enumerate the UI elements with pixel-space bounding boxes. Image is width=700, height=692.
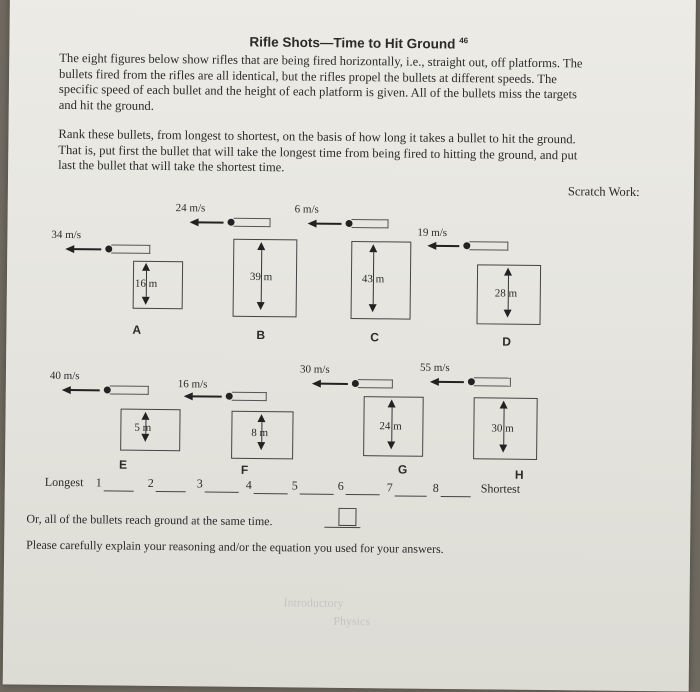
figure-letter: F <box>240 462 249 477</box>
velocity-arrow-shaft <box>192 395 222 397</box>
velocity-arrow-shaft <box>438 381 464 383</box>
instructions-paragraph <box>58 127 658 180</box>
rank-slot-3[interactable] <box>205 490 239 492</box>
velocity-arrow-shaft <box>198 221 224 223</box>
rank-slot-1[interactable] <box>104 489 134 491</box>
platform <box>111 244 150 253</box>
rank-number: 4 <box>245 477 252 492</box>
rank-number: 7 <box>386 480 393 495</box>
figure-letter: H <box>514 467 524 482</box>
height-arrow-up-icon <box>257 414 265 422</box>
speed-label: 40 m/s <box>49 369 80 383</box>
intro-line: The eight figures below show rifles that are being fired horizontally, i.e., straight out, off platforms. The <box>59 50 583 71</box>
height-label: 30 m <box>491 422 514 435</box>
height-arrow-up-icon <box>257 242 265 250</box>
figure-letter: B <box>256 328 266 343</box>
rank-slot-5[interactable] <box>300 492 334 494</box>
instructions-line: Rank these bullets, from longest to shortest, on the basis of how long it takes a bullet to hit the ground. <box>58 126 576 147</box>
velocity-arrow-shaft <box>320 383 348 385</box>
explain-prompt: Please carefully explain your reasoning and/or the equation you used for your answers. <box>26 537 444 556</box>
intro-line: specific speed of each bullet and the height of each platform is given. All of the bullets miss the targets <box>58 81 578 102</box>
instructions-line: last the bullet that will take the shortest time. <box>58 157 285 175</box>
figure-letter: A <box>132 322 142 337</box>
height-arrow-up-icon <box>388 399 396 407</box>
platform <box>358 379 393 388</box>
same-time-statement: Or, all of the bullets reach ground at the same time. <box>26 511 273 529</box>
intro-line: bullets fired from the rifles are all identical, but the rifles propel the bullets at different speeds. The <box>59 66 558 86</box>
rank-number: 1 <box>95 475 102 490</box>
rank-number: 2 <box>147 475 154 490</box>
speed-label: 24 m/s <box>175 202 206 215</box>
speed-label: 34 m/s <box>51 228 82 242</box>
velocity-arrow-shaft <box>435 245 459 247</box>
rank-number: 8 <box>432 480 439 495</box>
height-label: 16 m <box>134 277 158 290</box>
height-label: 43 m <box>361 273 385 286</box>
speed-label: 30 m/s <box>299 363 330 376</box>
height-arrow-down-icon <box>142 297 150 305</box>
partial-name-header <box>76 0 108 1</box>
faint-bleedthrough-text: Physics <box>333 613 371 629</box>
rank-slot-6[interactable] <box>346 493 380 495</box>
shortest-label: Shortest <box>480 481 521 496</box>
height-arrow-up-icon <box>141 412 149 420</box>
rank-number: 3 <box>196 476 203 491</box>
scratch-work-label: Scratch Work: <box>567 184 640 200</box>
title-text: Rifle Shots—Time to Hit Ground <box>249 34 456 52</box>
page-title <box>249 34 468 52</box>
platform <box>469 241 508 250</box>
height-arrow-down-icon <box>141 434 149 442</box>
intro-line: and hit the ground. <box>58 97 154 113</box>
height-arrow-up-icon <box>500 401 508 409</box>
faint-bleedthrough-text: Introductory <box>283 595 344 610</box>
speed-label: 19 m/s <box>417 226 448 239</box>
rank-number: 5 <box>291 478 298 493</box>
rank-number: 6 <box>337 478 344 493</box>
velocity-arrow-shaft <box>73 248 101 250</box>
height-arrow-up-icon <box>504 268 512 276</box>
same-time-checkbox[interactable] <box>338 508 356 526</box>
figure-letter: D <box>502 334 512 349</box>
height-arrow-down-icon <box>257 302 265 310</box>
height-arrow-down-icon <box>387 441 395 449</box>
intro-paragraph <box>59 51 660 119</box>
height-arrow-down-icon <box>257 442 265 450</box>
checkbox-underline <box>324 526 360 528</box>
speed-label: 16 m/s <box>177 378 208 391</box>
platform <box>110 385 149 394</box>
speed-label: 6 m/s <box>294 203 319 216</box>
instructions-line: That is, put first the bullet that will take the longest time from being fired to hitting the ground, and put <box>58 142 578 162</box>
velocity-arrow-shaft <box>70 389 100 391</box>
platform <box>233 218 270 227</box>
height-label: 39 m <box>249 270 273 284</box>
figure-letter: E <box>118 457 128 472</box>
longest-label: Longest <box>44 474 84 490</box>
height-label: 28 m <box>494 287 518 300</box>
rank-slot-4[interactable] <box>254 492 288 494</box>
platform <box>232 392 267 401</box>
figure-letter: G <box>397 462 408 477</box>
height-arrow-down-icon <box>504 310 512 318</box>
worksheet-page <box>3 0 696 692</box>
velocity-arrow-shaft <box>316 223 342 225</box>
height-arrow-up-icon <box>369 244 377 252</box>
height-label: 8 m <box>251 426 269 440</box>
title-number: 46 <box>459 36 469 46</box>
rank-slot-7[interactable] <box>395 494 427 496</box>
rank-slot-8[interactable] <box>441 495 471 497</box>
height-label: 5 m <box>134 421 152 434</box>
height-arrow-up-icon <box>142 263 150 271</box>
platform <box>474 377 511 386</box>
speed-label: 55 m/s <box>419 361 450 375</box>
platform <box>351 219 388 228</box>
figure-letter: C <box>370 330 380 345</box>
height-arrow-down-icon <box>369 304 377 312</box>
height-arrow-down-icon <box>499 445 507 453</box>
height-label: 24 m <box>379 420 402 433</box>
rank-slot-2[interactable] <box>156 490 186 492</box>
